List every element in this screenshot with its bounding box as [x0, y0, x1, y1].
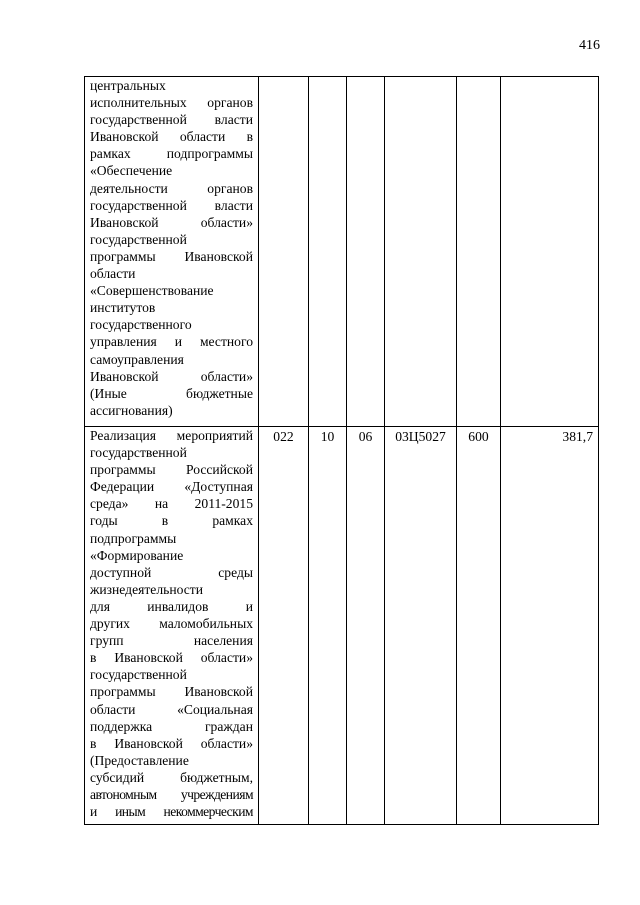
description-line: государственной власти — [90, 197, 253, 213]
table-row — [85, 77, 599, 427]
description-line: (Предоставление — [90, 752, 189, 768]
description-line: «Обеспечение — [90, 163, 173, 179]
description-line: «Совершенствование — [90, 283, 214, 299]
section-cell: 10 — [309, 427, 347, 825]
description-line: программы Ивановской — [90, 684, 253, 700]
description-line: годы в рамках — [90, 513, 253, 529]
description-line: жизнедеятельности — [90, 581, 203, 597]
subsection-cell: 06 — [347, 427, 385, 825]
description-line: центральных — [90, 78, 166, 93]
target-article-cell: 03Ц5027 — [385, 427, 457, 825]
description-line: Ивановской области» — [90, 214, 253, 230]
expense-type-cell: 600 — [457, 427, 501, 825]
description-line: поддержка граждан — [90, 718, 253, 734]
description-cell — [85, 427, 259, 825]
description-line: области «Социальная — [90, 701, 253, 717]
ministry-code-cell — [259, 77, 309, 427]
description-cell — [85, 77, 259, 427]
description-line: субсидий бюджетным, — [90, 769, 253, 785]
target-article-cell — [385, 77, 457, 427]
description-line: в Ивановской области» — [90, 735, 253, 751]
description-line: области — [90, 266, 136, 282]
subsection-cell — [347, 77, 385, 427]
description-line: Ивановской области в — [90, 129, 253, 145]
budget-table — [84, 76, 599, 825]
description-line: программы Российской — [90, 462, 253, 478]
ministry-code-cell: 022 — [259, 427, 309, 825]
amount-cell: 381,7 — [501, 427, 599, 825]
description-line: государственной — [90, 445, 187, 461]
description-line: Федерации «Доступная — [90, 479, 253, 495]
description-line: самоуправления — [90, 351, 184, 367]
description-line: групп населения — [90, 633, 253, 649]
expense-type-cell — [457, 77, 501, 427]
description-line: рамках подпрограммы — [90, 146, 253, 162]
description-line: Ивановской области» — [90, 368, 253, 384]
description-line: государственной — [90, 231, 187, 247]
description-line: доступной среды — [90, 564, 253, 580]
description-line: ассигнования) — [90, 402, 173, 418]
description-line: автономным учреждениям — [90, 786, 253, 802]
description-line: и иным некоммерческим — [90, 804, 253, 820]
description-line: исполнительных органов — [90, 95, 253, 111]
table-row — [85, 427, 599, 825]
description-line: программы Ивановской — [90, 248, 253, 264]
description-line: управления и местного — [90, 334, 253, 350]
description-line: Реализация мероприятий — [90, 428, 253, 443]
page-number: 416 — [579, 38, 600, 53]
description-line: (Иные бюджетные — [90, 385, 253, 401]
section-cell — [309, 77, 347, 427]
description-line: подпрограммы — [90, 530, 177, 546]
description-line: государственной власти — [90, 112, 253, 128]
description-line: деятельности органов — [90, 180, 253, 196]
description-line: других маломобильных — [90, 616, 253, 632]
description-line: институтов — [90, 300, 156, 316]
description-line: для инвалидов и — [90, 598, 253, 614]
description-line: «Формирование — [90, 547, 184, 563]
description-line: государственного — [90, 317, 192, 333]
description-line: государственной — [90, 667, 187, 683]
amount-cell — [501, 77, 599, 427]
description-line: среда» на 2011-2015 — [90, 496, 253, 512]
description-line: в Ивановской области» — [90, 650, 253, 666]
